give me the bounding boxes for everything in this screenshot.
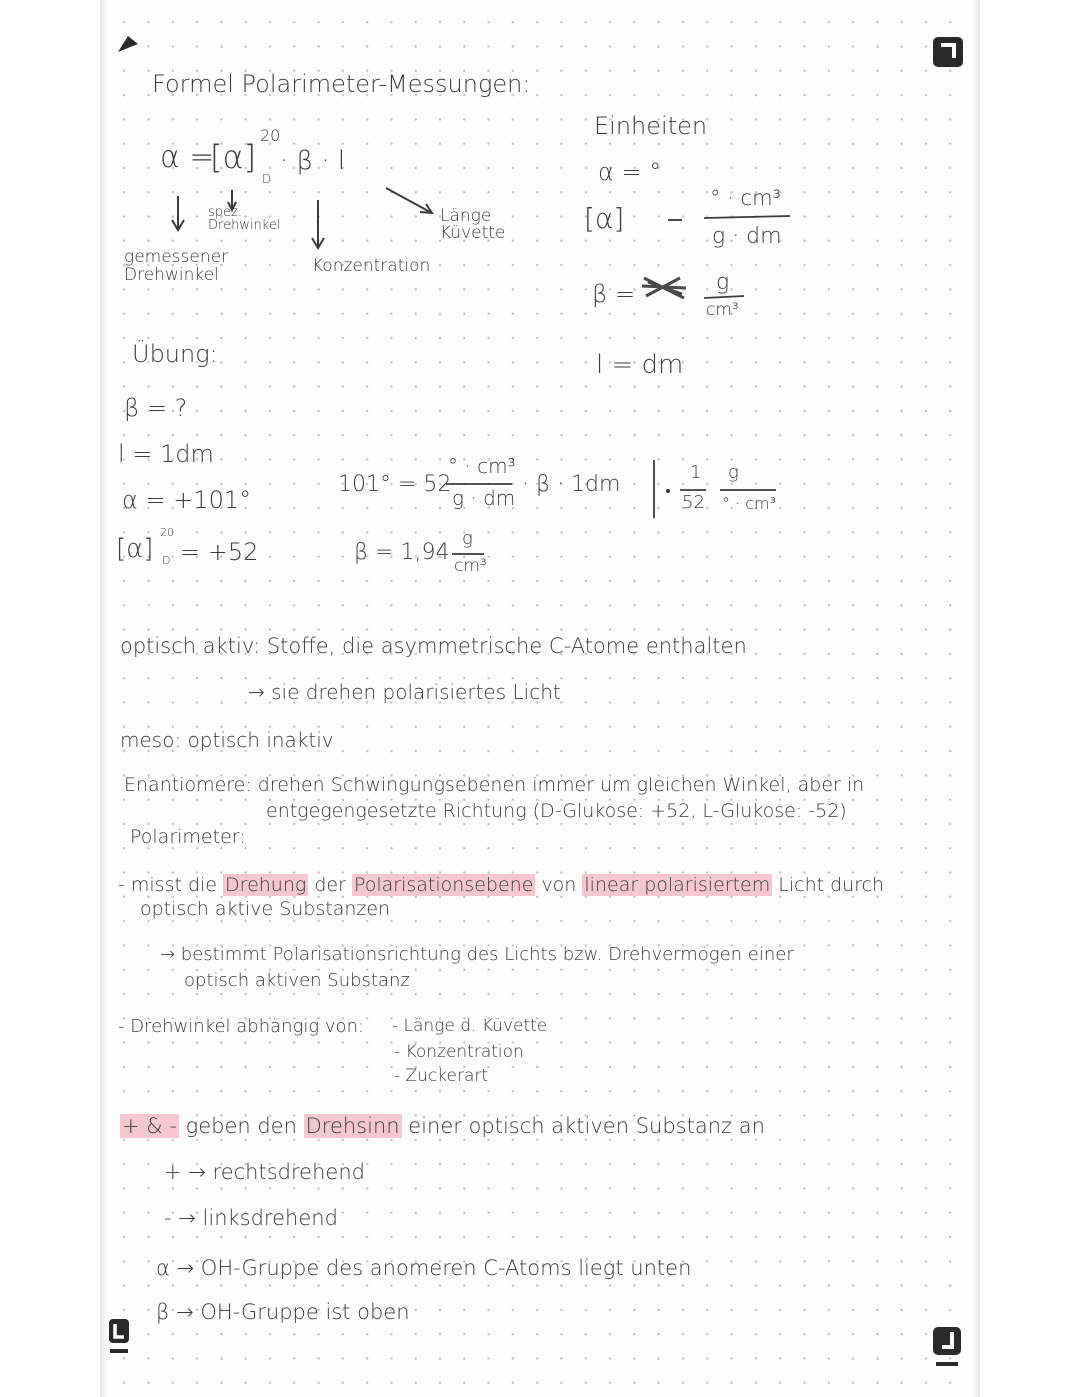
note-alpha-anomer: α → OH-Gruppe des anomeren C-Atoms liegt unten [156,1256,692,1280]
exercise-specific-sup: 20 [160,526,174,539]
note-minus: - → linksdrehend [164,1206,338,1230]
units-beta-den: cm³ [706,300,739,320]
exercise-given-specific: = +52 [180,538,259,566]
exercise-given-beta: β = ? [124,394,188,422]
note-plus: + → rechtsdrehend [164,1160,365,1184]
formula-rest: · β · l [280,146,346,176]
exercise-specific-sub: D [162,554,171,567]
exercise-op-den: 52 [682,492,705,513]
note-depends-sugar: - Zuckerart [394,1066,489,1086]
label-concentration: Konzentration [312,256,431,276]
note-optically-active: optisch aktiv: Stoffe, die asymmetrische C-Atome enthalten [120,634,747,658]
units-alpha: α = ° [598,158,662,186]
page-title: Formel Polarimeter-Messungen: [152,70,531,98]
note-sign-text2: einer optisch aktiven Substanz an [408,1114,765,1138]
units-specific: [α] [584,202,625,235]
exercise-op-den2: ° · cm³ [722,494,777,513]
note-measures-post: Licht durch [778,874,885,896]
exercise-given-l: l = 1dm [118,440,214,468]
note-meso: meso: optisch inaktiv [120,728,334,752]
note-measures-pre: - misst die [118,874,217,896]
note-depends-length: - Länge d. Küvette [392,1016,548,1036]
highlight-rotation: Drehung [225,874,307,896]
note-sign-text: geben den [185,1114,297,1138]
exercise-result-den: cm³ [454,556,487,576]
units-heading: Einheiten [594,112,708,140]
formula-alpha: α = [160,140,215,175]
exercise-op-num: 1 [690,462,702,483]
note-enantiomers-1: Enantiomere: drehen Schwingungsebenen immer um gleichen Winkel, aber in [124,774,865,796]
exercise-result: β = 1,94 [354,540,450,565]
exercise-equation-mid: · β · 1dm [522,472,621,497]
note-enantiomers-2: entgegengesetzte Richtung (D-Glukose: +52, L-Glukose: -52) [266,800,847,822]
formula-sub: D [262,172,272,186]
formula-specific: [α] [210,138,257,176]
units-beta: β = [592,280,636,308]
exercise-equation-den: g · dm [452,486,516,510]
highlight-linear-polarized: linear polarisiertem [584,874,771,896]
note-measures-mid2: von [541,874,577,896]
note-polarimeter: Polarimeter: [130,826,246,848]
note-determines-1: → bestimmt Polarisationsrichtung des Lichts bzw. Drehvermögen einer [160,944,794,965]
note-depends-concentration: - Konzentration [394,1042,524,1062]
note-measures-line [118,874,884,896]
note-depends: - Drehwinkel abhängig von: [118,1016,365,1037]
highlight-rotation-sense: Drehsinn [305,1114,400,1138]
units-length: l = dm [596,350,684,380]
label-measured-angle: gemessener Drehwinkel [124,247,229,285]
note-rotate: → sie drehen polarisiertes Licht [248,680,561,704]
exercise-specific-symbol: [α] [116,534,154,564]
highlight-plus-minus: + & - [122,1114,177,1138]
exercise-result-num: g [462,528,473,549]
note-beta-anomer: β → OH-Gruppe ist oben [156,1300,410,1324]
exercise-given-alpha: α = +101° [122,486,252,514]
note-measures-mid: der [314,874,346,896]
formula-sup: 20 [260,126,281,145]
exercise-op-num2: g [728,462,739,483]
label-length: Länge Küvette [440,206,506,243]
highlight-polarization-plane: Polarisationsebene [353,874,534,896]
note-determines-2: optisch aktiven Substanz [184,970,410,991]
exercise-equation-left: 101° = 52 [338,472,452,497]
exercise-heading: Übung: [132,340,218,368]
label-specific-angle: spez. Drehwinkel [208,205,281,233]
note-sign-line [120,1114,765,1138]
units-beta-num: g [716,270,730,295]
note-measures-2: optisch aktive Substanzen [140,898,391,920]
units-specific-den: g · dm [712,224,782,249]
units-specific-num: ° · cm³ [710,186,781,210]
exercise-equation-num: ° · cm³ [448,454,516,478]
